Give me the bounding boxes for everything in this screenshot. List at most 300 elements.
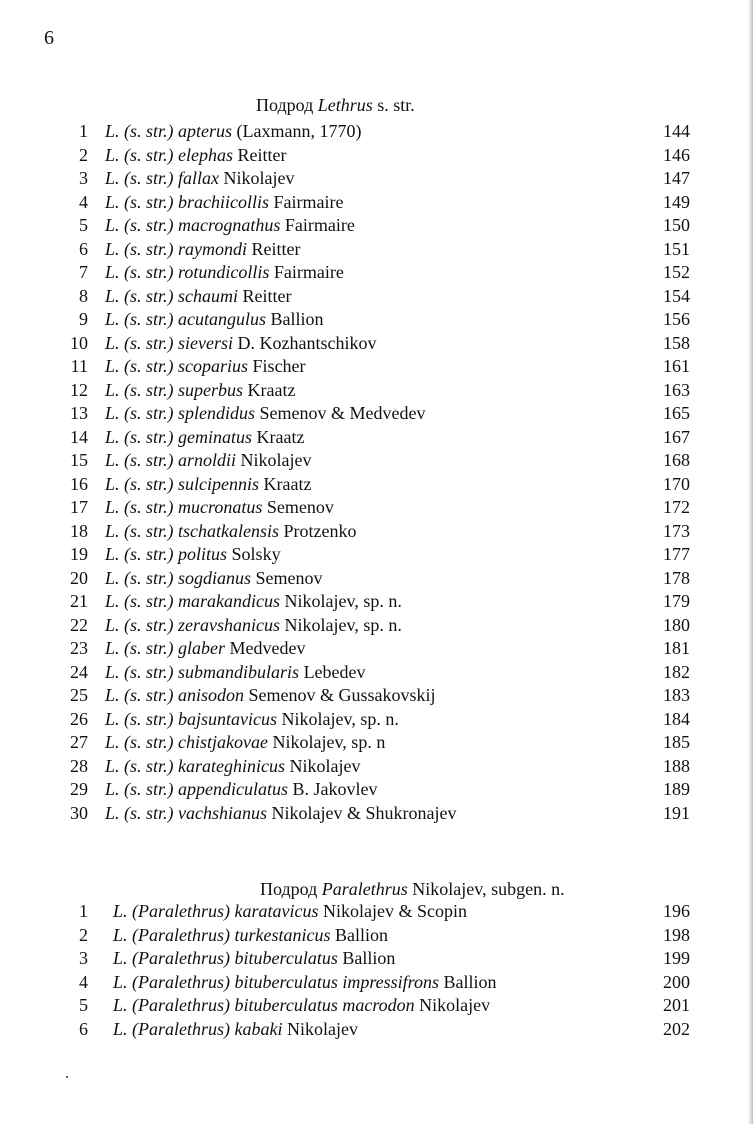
subgenus: (s. str.) — [124, 473, 174, 494]
taxon-name — [113, 994, 490, 1018]
taxon-name — [105, 379, 296, 403]
entry-number: 9 — [79, 309, 88, 329]
subgenus: (s. str.) — [124, 403, 174, 423]
author: Protzenko — [283, 520, 357, 541]
genus: L. — [105, 638, 120, 658]
subgenus: (s. str.) — [124, 144, 174, 165]
list-item — [0, 971, 753, 995]
author: Reitter — [251, 238, 301, 259]
list-item — [0, 543, 753, 567]
author: Semenov & Medvedev — [259, 403, 426, 423]
author: Lebedev — [303, 661, 366, 682]
author: Nikolajev & Shukronajev — [271, 802, 457, 823]
list-item — [0, 567, 753, 591]
entry-number: 21 — [70, 591, 88, 611]
subgenus: (s. str.) — [124, 779, 174, 799]
entry-number: 12 — [70, 379, 88, 400]
entry-number: 3 — [79, 948, 88, 968]
page-reference: 158 — [663, 332, 690, 353]
author: Ballion — [443, 971, 497, 992]
species-name: chistjakovae — [178, 732, 268, 752]
taxon-name — [105, 332, 377, 356]
species-name: superbus — [178, 379, 244, 400]
page-reference: 151 — [663, 238, 690, 259]
scan-speck — [66, 1076, 68, 1078]
page-reference: 198 — [663, 924, 690, 945]
entry-number: 1 — [79, 121, 88, 141]
entry-number: 6 — [79, 238, 88, 259]
page-reference: 149 — [663, 191, 690, 212]
entry-number: 20 — [70, 567, 88, 588]
author: Solsky — [231, 544, 281, 564]
entry-list-lethrus — [0, 120, 753, 825]
entry-number: 16 — [70, 473, 88, 494]
subgenus: (s. str.) — [124, 285, 174, 306]
author: Nikolajev — [419, 995, 491, 1015]
entry-number: 29 — [70, 779, 88, 799]
author: Semenov — [255, 567, 323, 588]
taxon-name — [105, 402, 426, 426]
taxon-name — [105, 590, 402, 614]
author: Nikolajev — [223, 168, 295, 188]
entry-number: 28 — [70, 755, 88, 776]
subgenus: (Paralethrus) — [132, 995, 231, 1015]
list-item — [0, 520, 753, 544]
heading-prefix: Подрод — [256, 95, 314, 115]
subgenus: (s. str.) — [124, 238, 174, 259]
genus: L. — [105, 567, 120, 588]
species-name: raymondi — [178, 238, 248, 259]
taxon-name — [105, 708, 399, 732]
author: Ballion — [270, 309, 324, 329]
subgenus: (s. str.) — [124, 450, 174, 470]
list-item — [0, 120, 753, 144]
genus: L. — [113, 948, 128, 968]
entry-number: 2 — [79, 924, 88, 945]
entry-number: 15 — [70, 450, 88, 470]
entry-number: 1 — [79, 901, 88, 921]
species-name: rotundicollis — [178, 262, 270, 282]
genus: L. — [105, 473, 120, 494]
page-reference: 202 — [663, 1018, 690, 1039]
taxon-name — [105, 167, 295, 191]
taxon-name — [105, 449, 312, 473]
taxon-name — [105, 144, 287, 168]
page-reference: 146 — [663, 144, 690, 165]
species-name: karatavicus — [234, 901, 319, 921]
heading-taxon: Paralethrus — [321, 879, 408, 899]
taxon-name — [105, 473, 312, 497]
page-reference: 201 — [663, 995, 690, 1015]
subgenus: (Paralethrus) — [132, 971, 231, 992]
author: Nikolajev, sp. n. — [281, 708, 399, 729]
subgenus: (s. str.) — [124, 121, 174, 141]
entry-number: 24 — [70, 661, 88, 682]
author: Nikolajev — [289, 755, 361, 776]
taxon-name — [113, 947, 395, 971]
species-name: tschatkalensis — [178, 520, 280, 541]
taxon-name — [105, 238, 301, 262]
species-name: sogdianus — [178, 567, 252, 588]
species-name: brachiicollis — [178, 191, 270, 212]
entry-number: 19 — [70, 544, 88, 564]
genus: L. — [105, 779, 120, 799]
taxon-name — [113, 1018, 358, 1042]
page-reference: 168 — [663, 450, 690, 470]
taxon-name — [105, 214, 355, 238]
list-item — [0, 308, 753, 332]
list-item — [0, 473, 753, 497]
entry-number: 11 — [70, 356, 88, 376]
list-item — [0, 684, 753, 708]
taxon-name — [113, 900, 467, 924]
subgenus: (s. str.) — [124, 591, 174, 611]
page-reference: 179 — [663, 591, 690, 611]
species-name: turkestanicus — [234, 924, 331, 945]
list-item — [0, 449, 753, 473]
page-reference: 165 — [663, 403, 690, 423]
genus: L. — [105, 497, 120, 517]
subgenus: (s. str.) — [124, 497, 174, 517]
entry-number: 7 — [79, 262, 88, 282]
author: D. Kozhantschikov — [237, 332, 377, 353]
page-reference: 184 — [663, 708, 690, 729]
page-reference: 167 — [663, 426, 690, 447]
genus: L. — [105, 309, 120, 329]
entry-number: 6 — [79, 1018, 88, 1039]
subgenus: (s. str.) — [124, 708, 174, 729]
heading-prefix: Подрод — [260, 879, 318, 899]
author: Reitter — [237, 144, 287, 165]
list-item — [0, 590, 753, 614]
entry-number: 3 — [79, 168, 88, 188]
species-name: submandibularis — [178, 661, 300, 682]
species-name: arnoldii — [178, 450, 237, 470]
section-heading-lethrus — [256, 95, 415, 116]
page-reference: 191 — [663, 802, 690, 823]
genus: L. — [105, 544, 120, 564]
list-item — [0, 708, 753, 732]
page-reference: 170 — [663, 473, 690, 494]
subgenus: (Paralethrus) — [132, 1018, 231, 1039]
subgenus: (s. str.) — [124, 332, 174, 353]
species-name: politus — [178, 544, 228, 564]
subgenus: (s. str.) — [124, 379, 174, 400]
species-name: marakandicus — [178, 591, 281, 611]
page-reference: 154 — [663, 285, 690, 306]
entry-number: 14 — [70, 426, 88, 447]
entry-number: 5 — [79, 995, 88, 1015]
species-name: macrognathus — [178, 215, 281, 235]
species-name: bajsuntavicus — [178, 708, 278, 729]
author: Medvedev — [229, 638, 306, 658]
list-item — [0, 614, 753, 638]
list-item — [0, 1018, 753, 1042]
list-item — [0, 144, 753, 168]
author: Fairmaire — [273, 262, 344, 282]
entry-number: 26 — [70, 708, 88, 729]
species-name: appendiculatus — [178, 779, 289, 799]
page-reference: 144 — [663, 121, 690, 141]
subgenus: (s. str.) — [124, 661, 174, 682]
taxon-name — [105, 355, 306, 379]
taxon-name — [105, 120, 362, 144]
species-name: elephas — [178, 144, 234, 165]
genus: L. — [105, 732, 120, 752]
species-name: zeravshanicus — [178, 614, 281, 635]
species-name: mucronatus — [178, 497, 263, 517]
genus: L. — [105, 708, 120, 729]
taxon-name — [113, 924, 388, 948]
entry-number: 4 — [79, 191, 88, 212]
entry-number: 27 — [70, 732, 88, 752]
taxon-name — [105, 543, 281, 567]
entry-number: 17 — [70, 497, 88, 517]
species-name: splendidus — [178, 403, 256, 423]
subgenus: (s. str.) — [124, 802, 174, 823]
subgenus: (Paralethrus) — [132, 901, 231, 921]
author: Reitter — [242, 285, 292, 306]
species-name: geminatus — [178, 426, 253, 447]
taxon-name — [105, 308, 324, 332]
taxon-name — [105, 778, 378, 802]
genus: L. — [105, 356, 120, 376]
page-reference: 152 — [663, 262, 690, 282]
genus: L. — [105, 802, 120, 823]
genus: L. — [105, 661, 120, 682]
author: Semenov — [266, 497, 334, 517]
heading-suffix: Nikolajev, subgen. n. — [407, 879, 565, 899]
species-name: schaumi — [178, 285, 239, 306]
list-item — [0, 426, 753, 450]
list-item — [0, 167, 753, 191]
author: Nikolajev, sp. n. — [284, 614, 402, 635]
species-name: bituberculatus macrodon — [234, 995, 415, 1015]
author: Nikolajev — [287, 1018, 358, 1039]
subgenus: (s. str.) — [124, 215, 174, 235]
list-item — [0, 637, 753, 661]
species-name: scoparius — [178, 356, 249, 376]
genus: L. — [105, 191, 120, 212]
taxon-name — [105, 661, 366, 685]
list-item — [0, 191, 753, 215]
genus: L. — [105, 238, 120, 259]
subgenus: (s. str.) — [124, 614, 174, 635]
entry-number: 25 — [70, 685, 88, 705]
page-reference: 183 — [663, 685, 690, 705]
list-item — [0, 900, 753, 924]
author: Nikolajev — [240, 450, 312, 470]
page-reference: 181 — [663, 638, 690, 658]
subgenus: (s. str.) — [124, 638, 174, 658]
genus: L. — [105, 332, 120, 353]
page-reference: 150 — [663, 215, 690, 235]
subgenus: (s. str.) — [124, 520, 174, 541]
entry-number: 23 — [70, 638, 88, 658]
author: Nikolajev & Scopin — [323, 901, 467, 921]
author: B. Jakovlev — [292, 779, 378, 799]
subgenus: (s. str.) — [124, 168, 174, 188]
author: Fairmaire — [284, 215, 355, 235]
page-reference: 196 — [663, 901, 690, 921]
heading-taxon: Lethrus — [317, 95, 373, 115]
author: (Laxmann, 1770) — [236, 121, 362, 141]
list-item — [0, 778, 753, 802]
genus: L. — [105, 520, 120, 541]
entry-number: 4 — [79, 971, 88, 992]
genus: L. — [105, 450, 120, 470]
page-reference: 147 — [663, 168, 690, 188]
subgenus: (Paralethrus) — [132, 924, 231, 945]
taxon-name — [105, 755, 361, 779]
taxon-name — [105, 731, 385, 755]
species-name: bituberculatus — [234, 948, 338, 968]
list-item — [0, 947, 753, 971]
author: Ballion — [342, 948, 396, 968]
species-name: bituberculatus impressifrons — [234, 971, 440, 992]
species-name: kabaki — [234, 1018, 283, 1039]
genus: L. — [105, 755, 120, 776]
genus: L. — [105, 426, 120, 447]
author: Fairmaire — [273, 191, 344, 212]
genus: L. — [113, 901, 128, 921]
page-reference: 163 — [663, 379, 690, 400]
list-item — [0, 402, 753, 426]
species-name: vachshianus — [178, 802, 268, 823]
species-name: acutangulus — [178, 309, 267, 329]
entry-list-paralethrus — [0, 900, 753, 1041]
list-item — [0, 924, 753, 948]
genus: L. — [105, 168, 120, 188]
subgenus: (Paralethrus) — [132, 948, 231, 968]
taxon-name — [105, 802, 457, 826]
species-name: apterus — [178, 121, 233, 141]
taxon-name — [105, 684, 436, 708]
page-reference: 172 — [663, 497, 690, 517]
species-name: sulcipennis — [178, 473, 260, 494]
list-item — [0, 731, 753, 755]
list-item — [0, 755, 753, 779]
page-reference: 156 — [663, 309, 690, 329]
entry-number: 5 — [79, 215, 88, 235]
page-reference: 185 — [663, 732, 690, 752]
entry-number: 22 — [70, 614, 88, 635]
taxon-name — [105, 637, 306, 661]
species-name: fallax — [178, 168, 220, 188]
subgenus: (s. str.) — [124, 755, 174, 776]
author: Fischer — [252, 356, 306, 376]
taxon-name — [105, 191, 344, 215]
taxon-name — [105, 520, 357, 544]
subgenus: (s. str.) — [124, 191, 174, 212]
entry-number: 10 — [70, 332, 88, 353]
entry-number: 18 — [70, 520, 88, 541]
genus: L. — [105, 285, 120, 306]
subgenus: (s. str.) — [124, 309, 174, 329]
page-reference: 189 — [663, 779, 690, 799]
taxon-name — [105, 285, 292, 309]
author: Kraatz — [247, 379, 296, 400]
list-item — [0, 285, 753, 309]
genus: L. — [113, 995, 128, 1015]
taxon-name — [105, 567, 323, 591]
entry-number: 30 — [70, 802, 88, 823]
taxon-name — [105, 426, 305, 450]
author: Ballion — [335, 924, 389, 945]
genus: L. — [105, 144, 120, 165]
author: Kraatz — [263, 473, 312, 494]
genus: L. — [113, 1018, 128, 1039]
genus: L. — [105, 121, 120, 141]
genus: L. — [105, 403, 120, 423]
species-name: sieversi — [178, 332, 234, 353]
subgenus: (s. str.) — [124, 262, 174, 282]
genus: L. — [113, 924, 128, 945]
page-reference: 200 — [663, 971, 690, 992]
genus: L. — [105, 215, 120, 235]
species-name: glaber — [178, 638, 226, 658]
entry-number: 8 — [79, 285, 88, 306]
genus: L. — [105, 262, 120, 282]
page-reference: 199 — [663, 948, 690, 968]
taxon-name — [113, 971, 497, 995]
genus: L. — [105, 614, 120, 635]
author: Semenov & Gussakovskij — [248, 685, 436, 705]
author: Nikolajev, sp. n. — [284, 591, 402, 611]
page-number: 6 — [44, 27, 54, 49]
page-reference: 173 — [663, 520, 690, 541]
list-item — [0, 496, 753, 520]
genus: L. — [105, 685, 120, 705]
species-name: karateghinicus — [178, 755, 286, 776]
subgenus: (s. str.) — [124, 356, 174, 376]
author: Kraatz — [256, 426, 305, 447]
subgenus: (s. str.) — [124, 567, 174, 588]
page-reference: 180 — [663, 614, 690, 635]
taxon-name — [105, 496, 334, 520]
list-item — [0, 661, 753, 685]
taxon-name — [105, 614, 402, 638]
subgenus: (s. str.) — [124, 426, 174, 447]
section-heading-paralethrus — [260, 879, 565, 900]
page-edge-shadow — [748, 0, 753, 1124]
list-item — [0, 802, 753, 826]
page-reference: 177 — [663, 544, 690, 564]
entry-number: 13 — [70, 403, 88, 423]
list-item — [0, 379, 753, 403]
subgenus: (s. str.) — [124, 732, 174, 752]
subgenus: (s. str.) — [124, 544, 174, 564]
heading-suffix: s. str. — [372, 95, 415, 115]
page-reference: 188 — [663, 755, 690, 776]
list-item — [0, 355, 753, 379]
list-item — [0, 238, 753, 262]
author: Nikolajev, sp. n — [272, 732, 386, 752]
genus: L. — [113, 971, 128, 992]
list-item — [0, 261, 753, 285]
subgenus: (s. str.) — [124, 685, 174, 705]
taxon-name — [105, 261, 344, 285]
entry-number: 2 — [79, 144, 88, 165]
page-reference: 178 — [663, 567, 690, 588]
genus: L. — [105, 591, 120, 611]
species-name: anisodon — [178, 685, 245, 705]
list-item — [0, 214, 753, 238]
list-item — [0, 332, 753, 356]
page-reference: 161 — [663, 356, 690, 376]
list-item — [0, 994, 753, 1018]
genus: L. — [105, 379, 120, 400]
